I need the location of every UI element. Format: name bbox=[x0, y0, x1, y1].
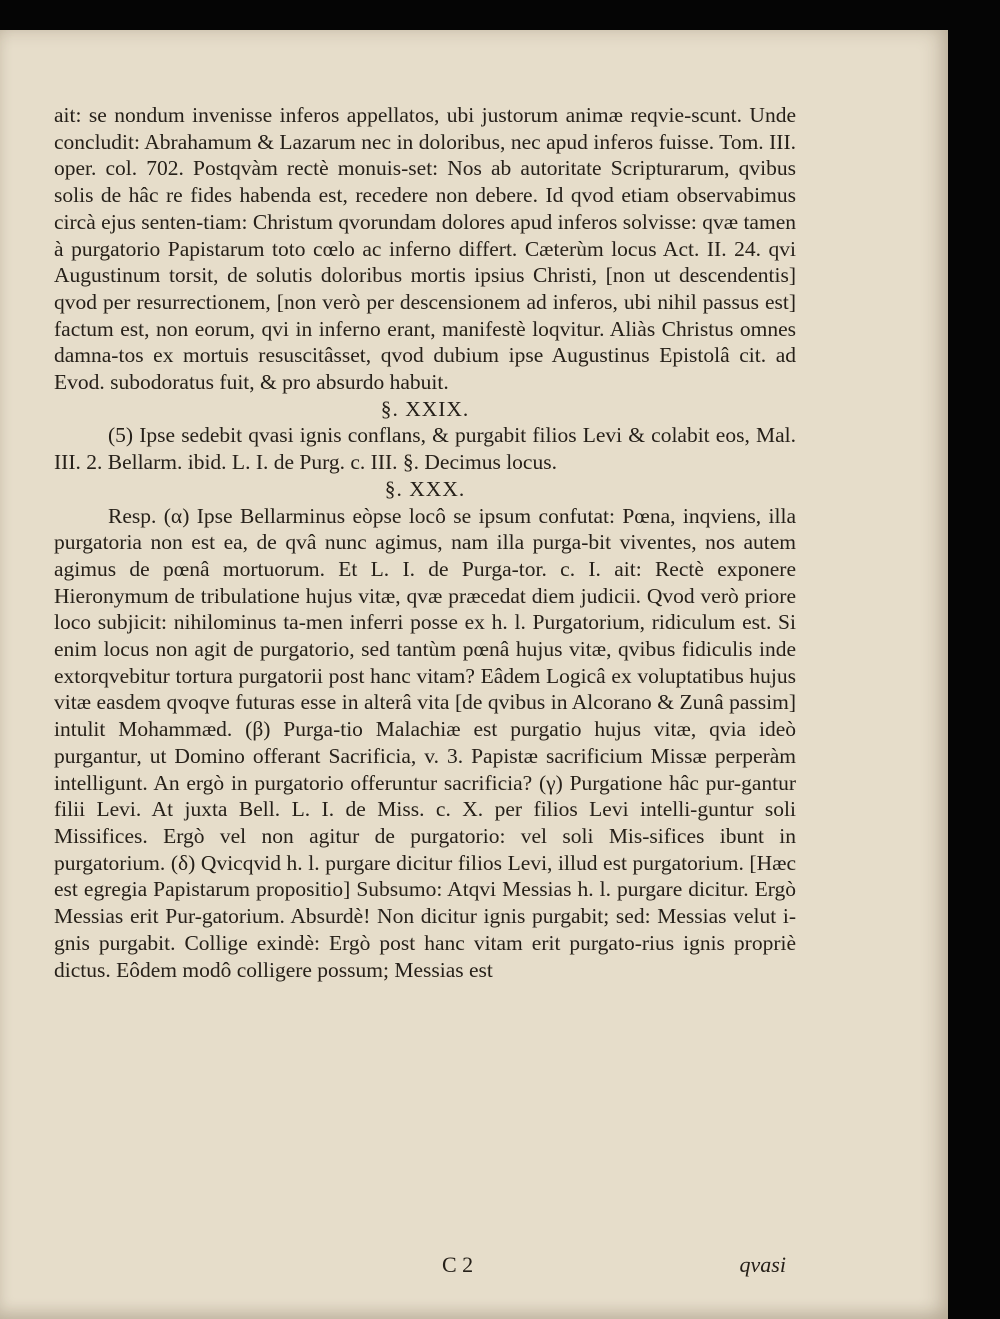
section-heading-xxix: §. XXIX. bbox=[380, 396, 470, 421]
paragraph-2: (5) Ipse sedebit qvasi ignis conflans, & purgabit filios Levi & colabit eos, Mal. III. 2. Bellarm. ibid. L. I. de Purg. c. III. §. Decimus locus. bbox=[54, 423, 796, 475]
paragraph-3: Resp. (α) Ipse Bellarminus eòpse locô se ipsum confutat: Pœna, inqviens, illa purgatoria non est ea, de qvâ nunc agimus, nam illa purga-bit viventes, nos autem agimus de pœnâ mortuorum. Et L. I. de Purga-tor. c. I. ait: Rectè exponere Hieronymum de tribulatione hujus vitæ, qvæ præcedat diem judicii. Qvod verò priore loco subjicit: nihilominus ta-men inferri posse ex h. l. Purgatorium, ridiculum est. Si enim locus non agit de purgatorio, sed tantùm pœnâ hujus vitæ, qvibus fidiculis inde extorqvebitur tortura purgatorii post hanc vitam? Eâdem Logicâ ex voluptatibus hujus vitæ easdem qvoqve futuras esse in alterâ vita [de qvibus in Alcorano & Zunâ passim] intulit Mohammæd. (β) Purga-tio Malachiæ est purgatio hujus vitæ, qvia ideò purgantur, ut Domino offerant Sacrificia, v. 3. Papistæ sacrificium Missæ perperàm intelligunt. An ergò in purgatorio offeruntur sacrificia? (γ) Purgatione hâc pur-gantur filii Levi. At juxta Bell. L. I. de Miss. c. X. per filios Levi intelli-guntur soli Missifices. Ergò vel non agitur de purgatorio: vel soli Mis-sifices ibunt in purgatorium. (δ) Qvicqvid h. l. purgare dicitur filios Levi, illud est purgatorium. [Hæc est egregia Papistarum propositio] Subsumo: Atqvi Messias h. l. purgare dicitur. Ergò Messias erit Pur-gatorium. Absurdè! Non dicitur ignis purgabit; sed: Messias velut i-gnis purgabit. Collige exindè: Ergò post hanc vitam erit purgato-rius ignis propriè dictus. Eôdem modô colligere possum; Messias est bbox=[54, 503, 796, 982]
signature-mark: C 2 bbox=[442, 1252, 474, 1277]
page-footer bbox=[54, 1252, 796, 1282]
page-text bbox=[54, 102, 796, 983]
section-heading-xxx: §. XXX. bbox=[384, 476, 466, 501]
book-page bbox=[0, 30, 948, 1319]
catchword: qvasi bbox=[739, 1252, 786, 1277]
paragraph-1: ait: se nondum invenisse inferos appellatos, ubi justorum animæ reqvie-scunt. Unde concludit: Abrahamum & Lazarum nec in doloribus, nec apud inferos fuisse. Tom. III. oper. col. 702. Postqvàm rectè monuis-set: Nos ab autoritate Scripturarum, qvibus solis de hâc re fides habenda est, recedere non debere. Id qvod etiam observabimus circà ejus senten-tiam: Christum qvorundam dolores apud inferos solvisse: qvæ tamen à purgatorio Papistarum toto cœlo ac inferno differt. Cæterùm locus Act. II. 24. qvi Augustinum torsit, de solutis doloribus mortis ipsius Christi, [non ut descendentis] qvod per resurrectionem, [non verò per descensionem ad inferos, ubi nihil passus est] factum est, non eorum, qvi in inferno erant, manifestè loqvitur. Aliàs Christus omnes damna-tos ex mortuis resuscitâsset, qvod dubium ipse Augustinus Epistolâ cit. ad Evod. subodoratus fuit, & pro absurdo habuit. bbox=[54, 103, 796, 395]
